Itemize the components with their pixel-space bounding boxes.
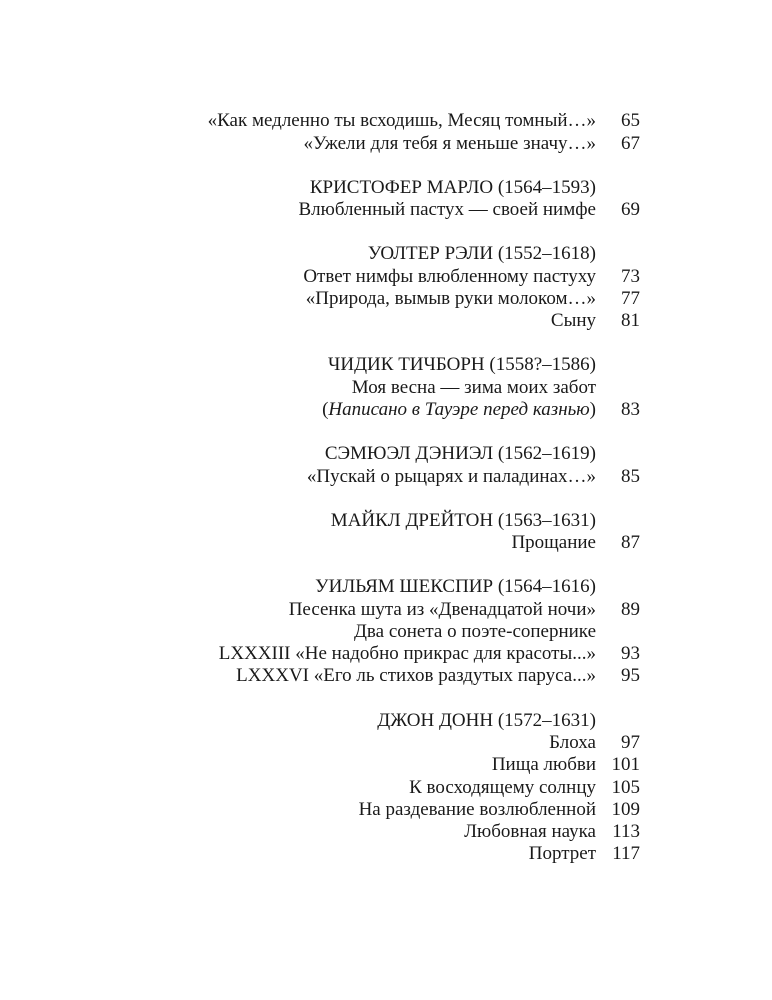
toc-entry-title: Пища любви [491,754,596,775]
toc-author-heading [0,354,772,376]
toc-entry[interactable] [0,532,772,554]
toc-entry-page-number: 89 [621,599,640,620]
toc-entry[interactable] [0,310,772,332]
toc-entry-page-number: 73 [621,266,640,287]
toc-author-heading [0,443,772,465]
toc-entry-title: Ответ нимфы влюбленному пастуху [303,266,596,287]
toc-entry-page-number: 97 [621,732,640,753]
toc-entry[interactable] [0,821,772,843]
subtitle-italic-text: Написано в Тауэре перед казнью [328,399,590,420]
toc-author-heading [0,576,772,598]
toc-entry-page-number: 95 [621,665,640,686]
toc-entry-subtitle [322,399,596,421]
toc-author-heading [0,710,772,732]
toc-entry[interactable] [0,754,772,776]
toc-entry-title: LXXXVI «Его ль стихов раздутых паруса...» [236,665,596,686]
toc-entry-title: К восходящему солнцу [409,777,596,798]
author-name: УИЛЬЯМ ШЕКСПИР (1564–1616) [315,576,596,597]
toc-entry[interactable] [0,199,772,221]
toc-entry-title: Прощание [511,532,596,553]
toc-entry[interactable] [0,843,772,865]
toc-entry[interactable] [0,643,772,665]
author-name: МАЙКЛ ДРЕЙТОН (1563–1631) [330,510,596,531]
toc-entry-title: «Как медленно ты всходишь, Месяц томный…» [207,110,596,131]
toc-entry-page-number: 67 [621,133,640,154]
toc-entry[interactable] [0,399,772,421]
toc-entry-page-number: 117 [612,843,640,864]
toc-entry-title: Моя весна — зима моих забот [351,377,596,398]
toc-entry[interactable] [0,266,772,288]
toc-entry[interactable] [0,133,772,155]
author-name: ДЖОН ДОНН (1572–1631) [377,710,596,731]
toc-entry[interactable] [0,665,772,687]
toc-entry-title: «Пускай о рыцарях и паладинах…» [306,466,596,487]
toc-entry-page-number: 109 [611,799,640,820]
toc-entry-page-number: 77 [621,288,640,309]
toc-entry-title: Влюбленный пастух — своей нимфе [298,199,596,220]
toc-entry-title: Портрет [528,843,596,864]
toc-entry-title: Песенка шута из «Двенадцатой ночи» [288,599,596,620]
toc-entry-page-number: 85 [621,466,640,487]
toc-entry[interactable] [0,377,772,399]
toc-entry-page-number: 101 [611,754,640,775]
author-name: КРИСТОФЕР МАРЛО (1564–1593) [309,177,596,198]
toc-author-heading [0,510,772,532]
author-name: СЭМЮЭЛ ДЭНИЭЛ (1562–1619) [324,443,596,464]
toc-entry-page-number: 65 [621,110,640,131]
toc-entry[interactable] [0,621,772,643]
toc-entry-title: Сыну [550,310,596,331]
toc-entry[interactable] [0,599,772,621]
toc-entry-title: Два сонета о поэте-сопернике [353,621,596,642]
toc-entry[interactable] [0,466,772,488]
toc-entry-page-number: 81 [621,310,640,331]
toc-entry-title: Блоха [549,732,596,753]
author-name: УОЛТЕР РЭЛИ (1552–1618) [367,243,596,264]
subtitle-close-paren: ) [589,399,596,420]
toc-entry-title: «Природа, вымыв руки молоком…» [305,288,596,309]
toc-entry-title: «Ужели для тебя я меньше значу…» [303,133,596,154]
toc-author-heading [0,177,772,199]
toc-entry[interactable] [0,288,772,310]
toc-entry-page-number: 105 [611,777,640,798]
author-name: ЧИДИК ТИЧБОРН (1558?–1586) [328,354,596,375]
toc-entry-page-number: 87 [621,532,640,553]
toc-entry-title: LXXXIII «Не надобно прикрас для красоты...» [218,643,596,664]
toc-entry-page-number: 83 [621,399,640,420]
toc-entry-title: Любовная наука [464,821,596,842]
toc-entry[interactable] [0,110,772,132]
toc-entry-page-number: 113 [612,821,640,842]
subtitle-open-paren: ( [322,399,329,420]
toc-author-heading [0,243,772,265]
toc-entry[interactable] [0,732,772,754]
toc-entry-page-number: 69 [621,199,640,220]
toc-entry[interactable] [0,777,772,799]
toc-entry-page-number: 93 [621,643,640,664]
toc-entry-title: На раздевание возлюбленной [358,799,596,820]
toc-entry[interactable] [0,799,772,821]
